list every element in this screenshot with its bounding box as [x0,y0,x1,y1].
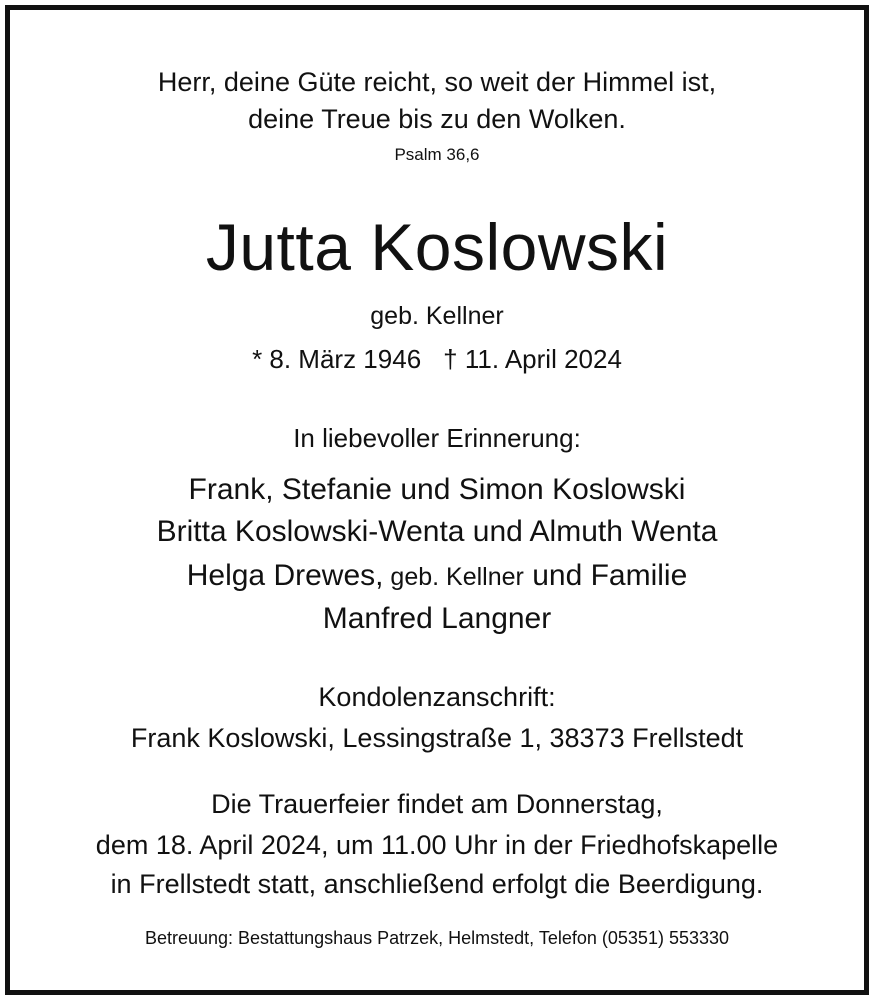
mourner-line-2: Britta Koslowski-Wenta und Almuth Wenta [156,515,718,548]
deceased-name: Jutta Koslowski [205,210,669,284]
verse-line-2: deine Treue bis zu den Wolken. [248,104,626,134]
life-dates [0,346,874,372]
death-date: † 11. April 2024 [443,344,622,374]
mourner-line-3-maiden: geb. Kellner [383,563,524,591]
maiden-name: geb. Kellner [370,302,504,330]
funeral-home-note: Betreuung: Bestattungshaus Patrzek, Helmstedt, Telefon (05351) 553330 [144,928,730,948]
mourner-line-4: Manfred Langner [322,602,552,635]
verse-line-1: Herr, deine Güte reicht, so weit der Himmel ist, [157,67,717,97]
mourner-line-3-rest: und Familie [523,559,688,592]
mourners-intro: In liebevoller Erinnerung: [293,423,581,453]
mourner-line-1: Frank, Stefanie und Simon Koslowski [188,473,686,506]
verse-reference: Psalm 36,6 [394,145,480,164]
funeral-line-3: in Frellstedt statt, anschließend erfolgt die Beerdigung. [110,869,764,899]
funeral-line-2: dem 18. April 2024, um 11.00 Uhr in der Friedhofskapelle [95,830,779,860]
funeral-line-1: Die Trauerfeier findet am Donnerstag, [211,789,663,819]
mourner-line-3 [0,561,874,591]
condolence-label: Kondolenzanschrift: [318,682,556,712]
mourner-line-3-name: Helga Drewes, [186,559,384,592]
birth-date: * 8. März 1946 [252,344,422,374]
condolence-address: Frank Koslowski, Lessingstraße 1, 38373 Frellstedt [130,723,744,753]
